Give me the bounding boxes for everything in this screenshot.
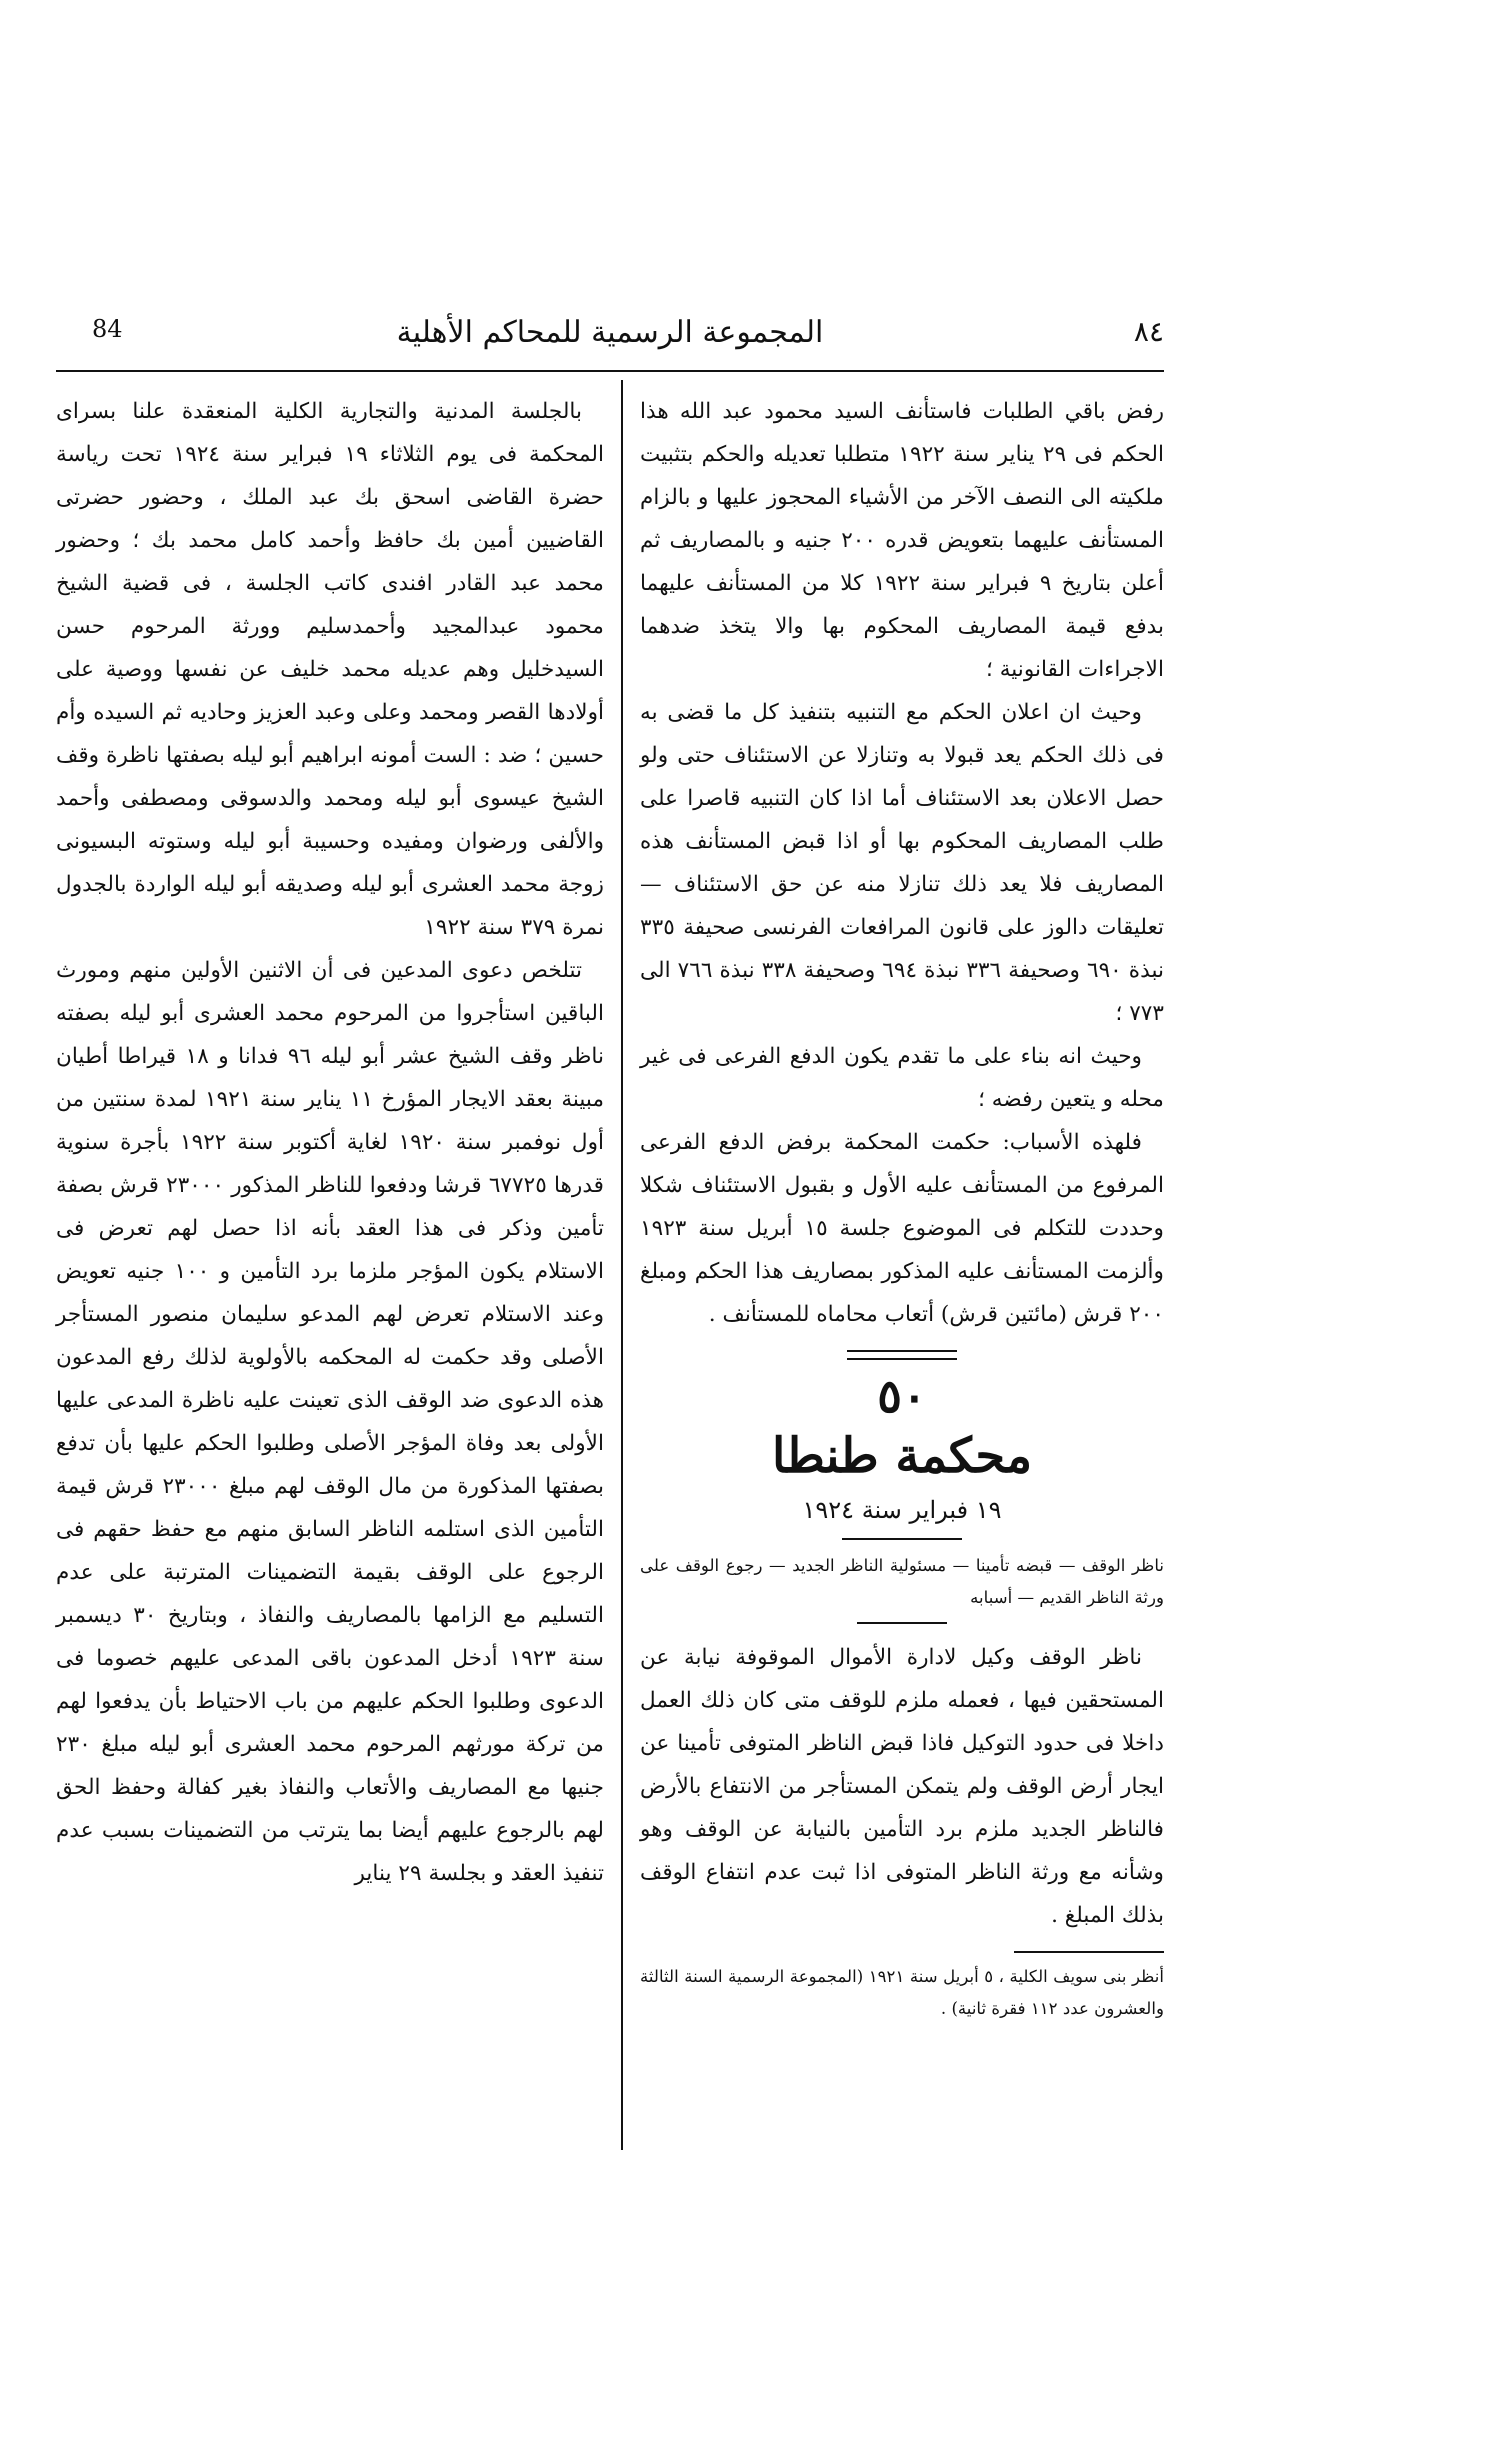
case-summary: ناظر الوقف — قبضه تأمينا — مسئولية الناظر الجديد — رجوع الوقف على ورثة الناظر القديم — أسبابه [640, 1556, 1164, 1607]
divider [857, 1622, 947, 1624]
divider [842, 1538, 962, 1540]
column-divider [621, 380, 623, 2150]
left-column [56, 390, 604, 1895]
paragraph: رفض باقي الطلبات فاستأنف السيد محمود عبد الله هذا الحكم فى ٢٩ يناير سنة ١٩٢٢ متطلبا تعديله والحكم بتثبيت ملكيته الى النصف الآخر من الأشياء المحجوز عليها و بالزام المستأنف عليهما بتعويض قدره ٢٠٠ جنيه و بالمصاريف ثم أعلن بتاريخ ٩ فبراير سنة ١٩٢٢ كلا من المستأنف عليهما بدفع قيمة المصاريف المحكوم بها والا يتخذ ضدهما الاجراءات القانونية ؛ [640, 399, 1165, 682]
page-number-latin: 84 [92, 315, 123, 343]
page-header [56, 315, 1164, 359]
footnote-rule [1014, 1951, 1164, 1953]
header-rule [56, 370, 1164, 372]
paragraph: وحيث ان اعلان الحكم مع التنبيه بتنفيذ كل ما قضى به فى ذلك الحكم يعد قبولا به وتنازلا عن الاستئناف حتى ولو حصل الاعلان بعد الاستئناف أما اذا كان التنبيه قاصرا على طلب المصاريف المحكوم بها أو اذا قبض المستأنف هذه المصاريف فلا يعد ذلك تنازلا منه عن حق الاستئناف — تعليقات دالوز على قانون المرافعات الفرنسى صحيفة ٣٣٥ نبذة ٦٩٠ وصحيفة ٣٣٦ نبذة ٦٩٤ وصحيفة ٣٣٨ نبذة ٧٦٦ الى ٧٧٣ ؛ [640, 700, 1164, 1026]
paragraph: تتلخص دعوى المدعين فى أن الاثنين الأولين منهم ومورث الباقين استأجروا من المرحوم محمد العشرى أبو ليله بصفته ناظر وقف الشيخ عشر أبو ليله ٩٦ فدانا و ١٨ قيراطا أطيان مبينة بعقد الايجار المؤرخ ١١ يناير سنة ١٩٢١ لمدة سنتين من أول نوفمبر سنة ١٩٢٠ لغاية أكتوبر سنة ١٩٢٢ بأجرة سنوية قدرها ٦٧٧٢٥ قرشا ودفعوا للناظر المذكور ٢٣٠٠٠ قرش بصفة تأمين وذكر فى هذا العقد بأنه اذا حصل لهم تعرض فى الاستلام يكون المؤجر ملزما برد التأمين و ١٠٠ جنيه تعويض وعند الاستلام تعرض لهم المدعو سليمان منصور المستأجر الأصلى وقد حكمت له المحكمه بالأولوية لذلك رفع المدعون هذه الدعوى ضد الوقف الذى تعينت عليه ناظرة المدعى عليها الأولى بعد وفاة المؤجر الأصلى وطلبوا الحكم عليها بأن تدفع بصفتها المذكورة من مال الوقف لهم مبلغ ٢٣٠٠٠ قرش قيمة التأمين الذى استلمه الناظر السابق منهم مع حفظ حقهم فى الرجوع على الوقف بقيمة التضمينات المترتبة على عدم التسليم مع الزامها بالمصاريف والنفاذ ، وبتاريخ ٣٠ ديسمبر سنة ١٩٢٣ أدخل المدعون باقى المدعى عليهم خصوما فى الدعوى وطلبوا الحكم عليهم من باب الاحتياط بأن يدفعوا لهم من تركة مورثهم المرحوم محمد العشرى أبو ليله مبلغ ٢٣٠ جنيها مع المصاريف والأتعاب والنفاذ بغير كفالة وحفظ الحق لهم بالرجوع عليهم أيضا بما يترتب من التضمينات بسبب عدم تنفيذ العقد و بجلسة ٢٩ يناير [56, 958, 605, 1886]
right-column [640, 390, 1164, 2025]
paragraph: فلهذه الأسباب: حكمت المحكمة برفض الدفع الفرعى المرفوع من المستأنف عليه الأول و بقبول الاستئناف شكلا وحددت للتكلم فى الموضوع جلسة ١٥ أبريل سنة ١٩٢٣ وألزمت المستأنف عليه المذكور بمصاريف هذا الحكم ومبلغ ٢٠٠ قرش (مائتين قرش) أتعاب محاماه للمستأنف . [640, 1130, 1164, 1327]
paragraph: ناظر الوقف وكيل لادارة الأموال الموقوفة نيابة عن المستحقين فيها ، فعمله ملزم للوقف متى كان ذلك العمل داخلا فى حدود التوكيل فاذا قبض الناظر المتوفى تأمينا عن ايجار أرض الوقف ولم يتمكن المستأجر من الانتفاع بالأرض فالناظر الجديد ملزم برد التأمين بالنيابة عن الوقف وهو وشأنه مع ورثة الناظر المتوفى اذا ثبت عدم انتفاع الوقف بذلك المبلغ . [640, 1645, 1164, 1928]
running-title: المجموعة الرسمية للمحاكم الأهلية [396, 315, 824, 350]
paragraph: وحيث انه بناء على ما تقدم يكون الدفع الفرعى فى غير محله و يتعين رفضه ؛ [640, 1044, 1164, 1112]
paragraph: بالجلسة المدنية والتجارية الكلية المنعقدة علنا بسراى المحكمة فى يوم الثلاثاء ١٩ فبراير سنة ١٩٢٤ تحت رياسة حضرة القاضى اسحق بك عبد الملك ، وحضور حضرتى القاضيين أمين بك حافظ وأحمد كامل محمد بك ؛ وحضور محمد عبد القادر افندى كاتب الجلسة ، فى قضية الشيخ محمود عبدالمجيد وأحمدسليم وورثة المرحوم حسن السيدخليل وهم عديله محمد خليف عن نفسها ووصية على أولادها القصر ومحمد وعلى وعبد العزيز وحاديه ثم السيده وأم حسين ؛ ضد : الست أمونه ابراهيم أبو ليله بصفتها ناظرة وقف الشيخ عيسوى أبو ليله ومحمد والدسوقى ومصطفى وأحمد والألفى ورضوان ومفيده وحسيبة أبو ليله وستوته البسيونى زوجة محمد العشرى أبو ليله وصديقه أبو ليله الواردة بالجدول نمرة ٣٧٩ سنة ١٩٢٢ [56, 399, 604, 940]
case-date: ١٩ فبراير سنة ١٩٢٤ [802, 1496, 1002, 1524]
court-name: محكمة طنطا [771, 1428, 1033, 1484]
case-number: ٥٠ [877, 1369, 927, 1423]
footnote: أنظر بنى سويف الكلية ، ٥ أبريل سنة ١٩٢١ (المجموعة الرسمية السنة الثالثة والعشرون عدد ١١٢ فقرة ثانية) . [640, 1967, 1164, 2018]
page-number-arabic: ٨٤ [1133, 315, 1164, 348]
case-separator [847, 1350, 957, 1360]
